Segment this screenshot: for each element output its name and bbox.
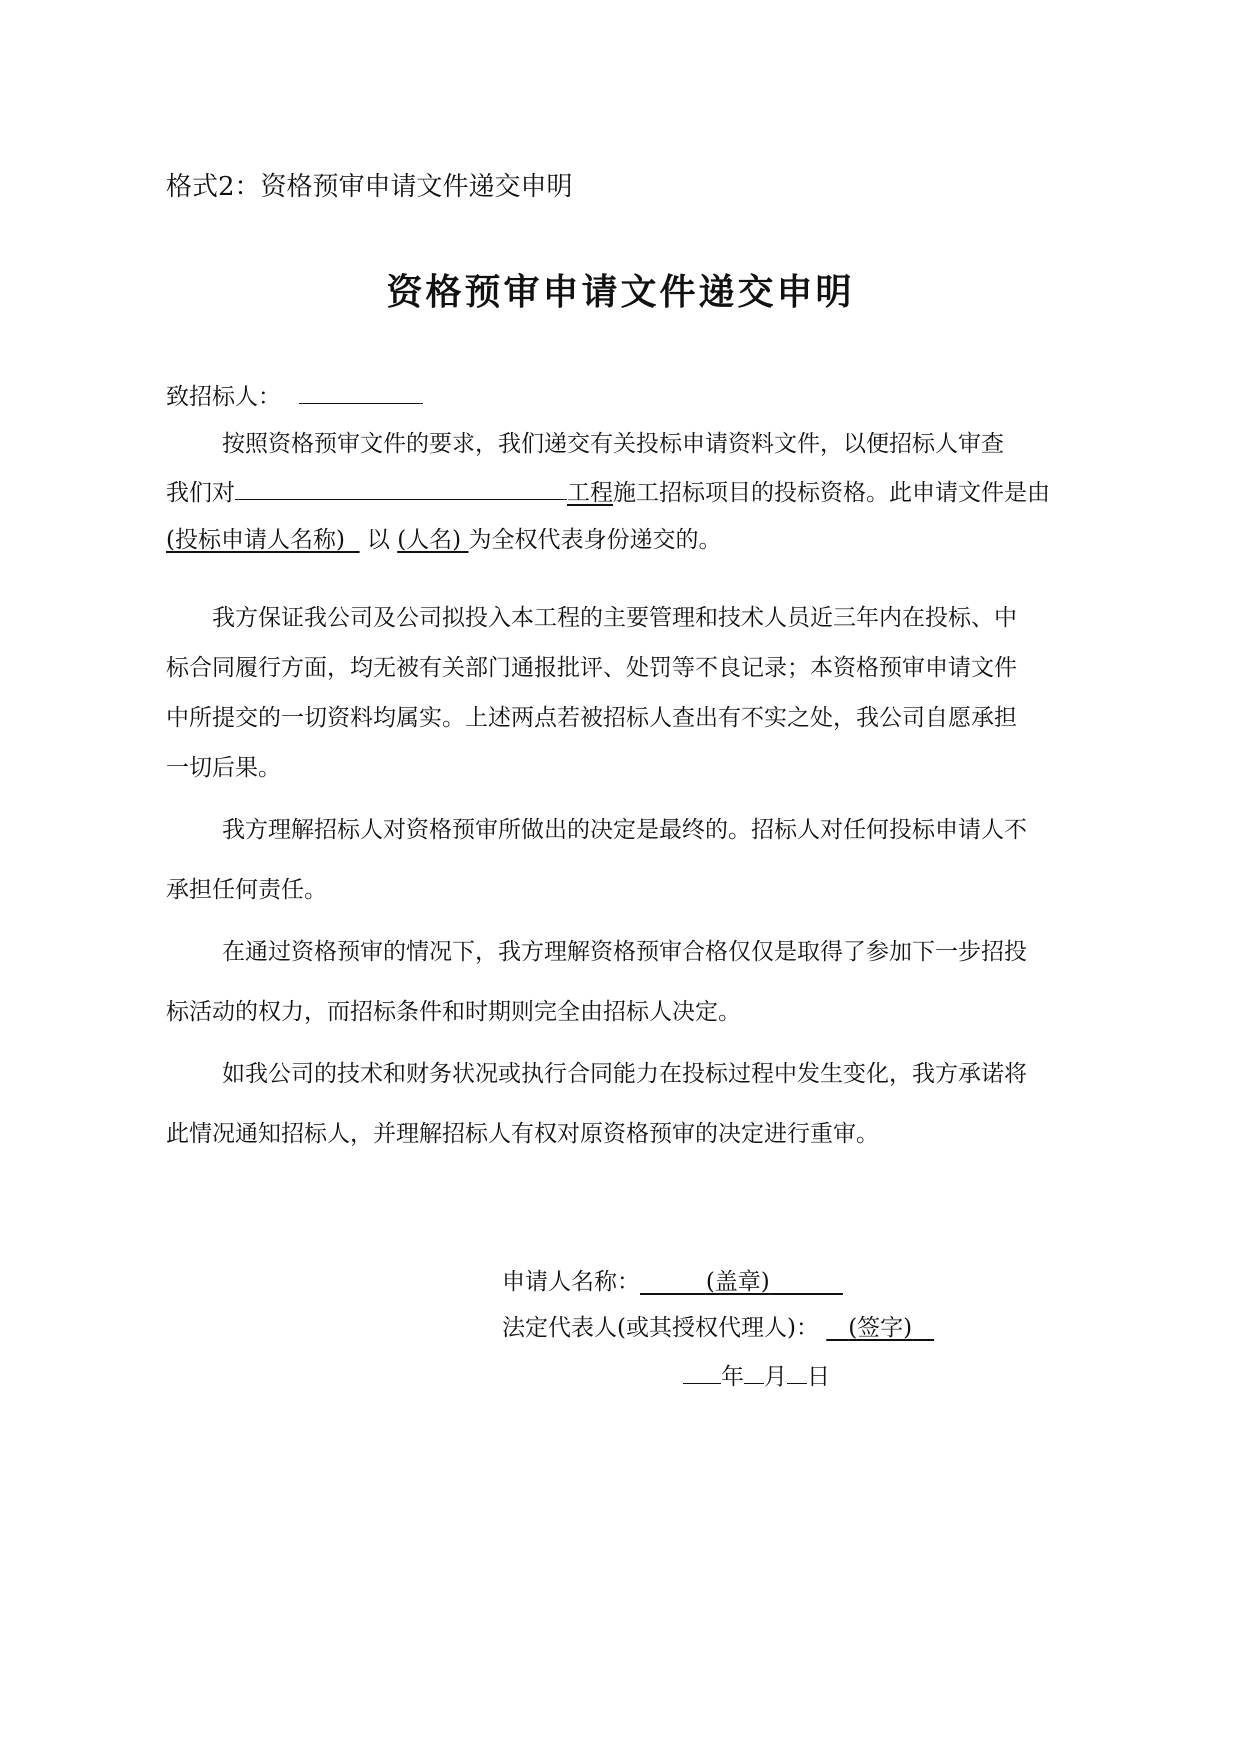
applicant-seal-field: (盖章)	[705, 1269, 770, 1295]
paragraph-1-line-3	[166, 525, 721, 555]
year-label: 年	[721, 1364, 744, 1390]
format-label: 格式2：资格预审申请文件递交申明	[166, 172, 573, 202]
paragraph-2-line-1: 我方保证我公司及公司拟投入本工程的主要管理和技术人员近三年内在投标、中	[212, 605, 1017, 631]
applicant-signature-line	[502, 1267, 843, 1297]
paragraph-1-line-1: 按照资格预审文件的要求，我们递交有关投标申请资料文件，以便招标人审查	[222, 431, 1004, 457]
applicant-name-placeholder: (投标申请人名称)	[166, 527, 345, 553]
person-name-placeholder: (人名)	[397, 527, 462, 553]
legal-rep-signature-line	[502, 1313, 934, 1343]
project-suffix: 施工招标项目的投标资格。此申请文件是由	[613, 480, 1050, 506]
paragraph-1-line-2	[166, 477, 1050, 508]
project-prefix: 我们对	[166, 480, 235, 506]
addressee-label: 致招标人：	[166, 384, 281, 410]
day-blank	[787, 1361, 807, 1384]
paragraph-5-line-2: 此情况通知招标人，并理解招标人有权对原资格预审的决定进行重审。	[166, 1121, 879, 1147]
paragraph-4-line-2: 标活动的权力，而招标条件和时期则完全由招标人决定。	[166, 999, 741, 1025]
paragraph-3-line-1: 我方理解招标人对资格预审所做出的决定是最终的。招标人对任何投标申请人不	[222, 817, 1027, 843]
representative-text: 为全权代表身份递交的。	[468, 527, 722, 553]
day-label: 日	[807, 1364, 830, 1390]
paragraph-5-line-1: 如我公司的技术和财务状况或执行合同能力在投标过程中发生变化，我方承诺将	[222, 1061, 1027, 1087]
paragraph-3-line-2: 承担任何责任。	[166, 877, 327, 903]
addressee-blank	[299, 381, 423, 404]
project-name-blank	[235, 477, 567, 500]
paragraph-4-line-1: 在通过资格预审的情况下，我方理解资格预审合格仅仅是取得了参加下一步招投	[222, 939, 1027, 965]
applicant-name-label: 申请人名称：	[502, 1269, 640, 1295]
month-blank	[744, 1361, 764, 1384]
document-title: 资格预审申请文件递交申明	[386, 271, 855, 313]
date-line	[683, 1361, 830, 1392]
year-blank	[683, 1361, 721, 1384]
month-label: 月	[764, 1364, 787, 1390]
paragraph-2-line-3: 中所提交的一切资料均属实。上述两点若被招标人查出有不实之处，我公司自愿承担	[166, 705, 1017, 731]
paragraph-2-line-4: 一切后果。	[166, 755, 281, 781]
legal-rep-sign-field: (签字)	[848, 1315, 913, 1341]
connector-yi: 以	[366, 527, 390, 553]
addressee-line	[166, 381, 423, 412]
paragraph-2-line-2: 标合同履行方面，均无被有关部门通报批评、处罚等不良记录；本资格预审申请文件	[166, 655, 1017, 681]
legal-rep-label: 法定代表人(或其授权代理人)：	[502, 1315, 819, 1341]
project-type: 工程	[567, 480, 613, 506]
